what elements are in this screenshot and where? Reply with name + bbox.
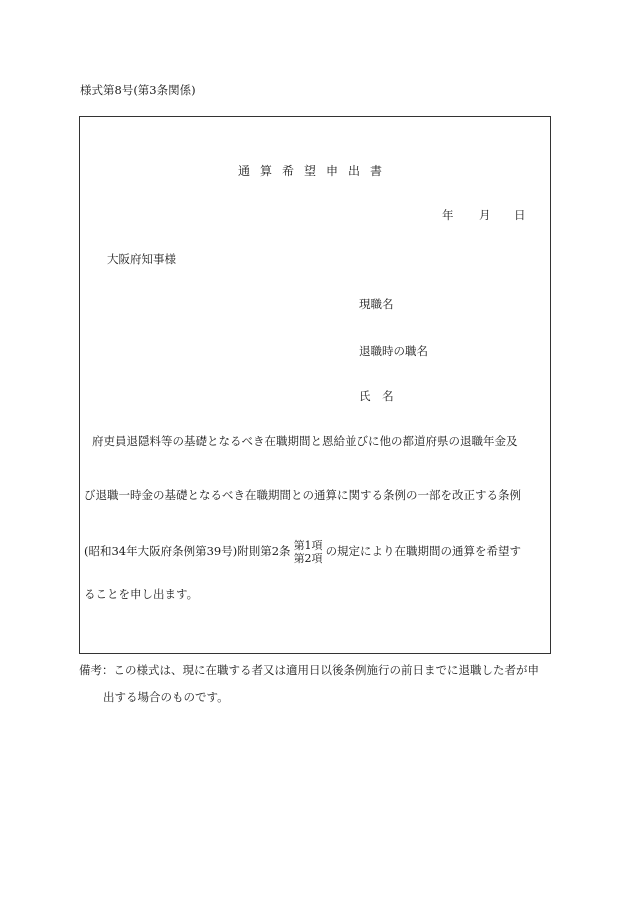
remark-line: 出する場合のものです。 <box>103 690 229 704</box>
date-day-label: 日 <box>514 208 526 222</box>
body-text-line <box>84 535 521 567</box>
paragraph-option-1: 第1項 <box>293 539 323 552</box>
remark-line: 備考：この様式は、現に在職する者又は適用日以後条例施行の前日までに退職した者が申 <box>79 663 539 677</box>
name-label: 氏 名 <box>359 389 398 403</box>
body-text-fragment: の規定により在職期間の通算を希望す <box>325 544 522 558</box>
body-text-line: ることを申し出ます。 <box>84 587 199 601</box>
form-frame <box>79 116 551 654</box>
form-title: 通算希望申出書 <box>237 164 392 178</box>
paragraph-choice-stack <box>294 539 323 565</box>
body-text-fragment: (昭和34年大阪府条例第39号)附則第2条 <box>84 544 291 558</box>
form-reference: 様式第8号(第3条関係) <box>80 83 196 97</box>
addressee: 大阪府知事様 <box>107 252 176 266</box>
body-text-line: 府吏員退隠料等の基礎となるべき在職期間と恩給並びに他の都道府県の退職年金及 <box>92 434 518 448</box>
date-month-label: 月 <box>479 208 491 222</box>
current-position-label: 現職名 <box>359 297 394 311</box>
paragraph-option-2: 第2項 <box>293 552 323 565</box>
date-year-label: 年 <box>442 208 454 222</box>
body-text-line: び退職一時金の基礎となるべき在職期間との通算に関する条例の一部を改正する条例 <box>84 488 521 502</box>
retirement-position-label: 退職時の職名 <box>359 344 428 358</box>
